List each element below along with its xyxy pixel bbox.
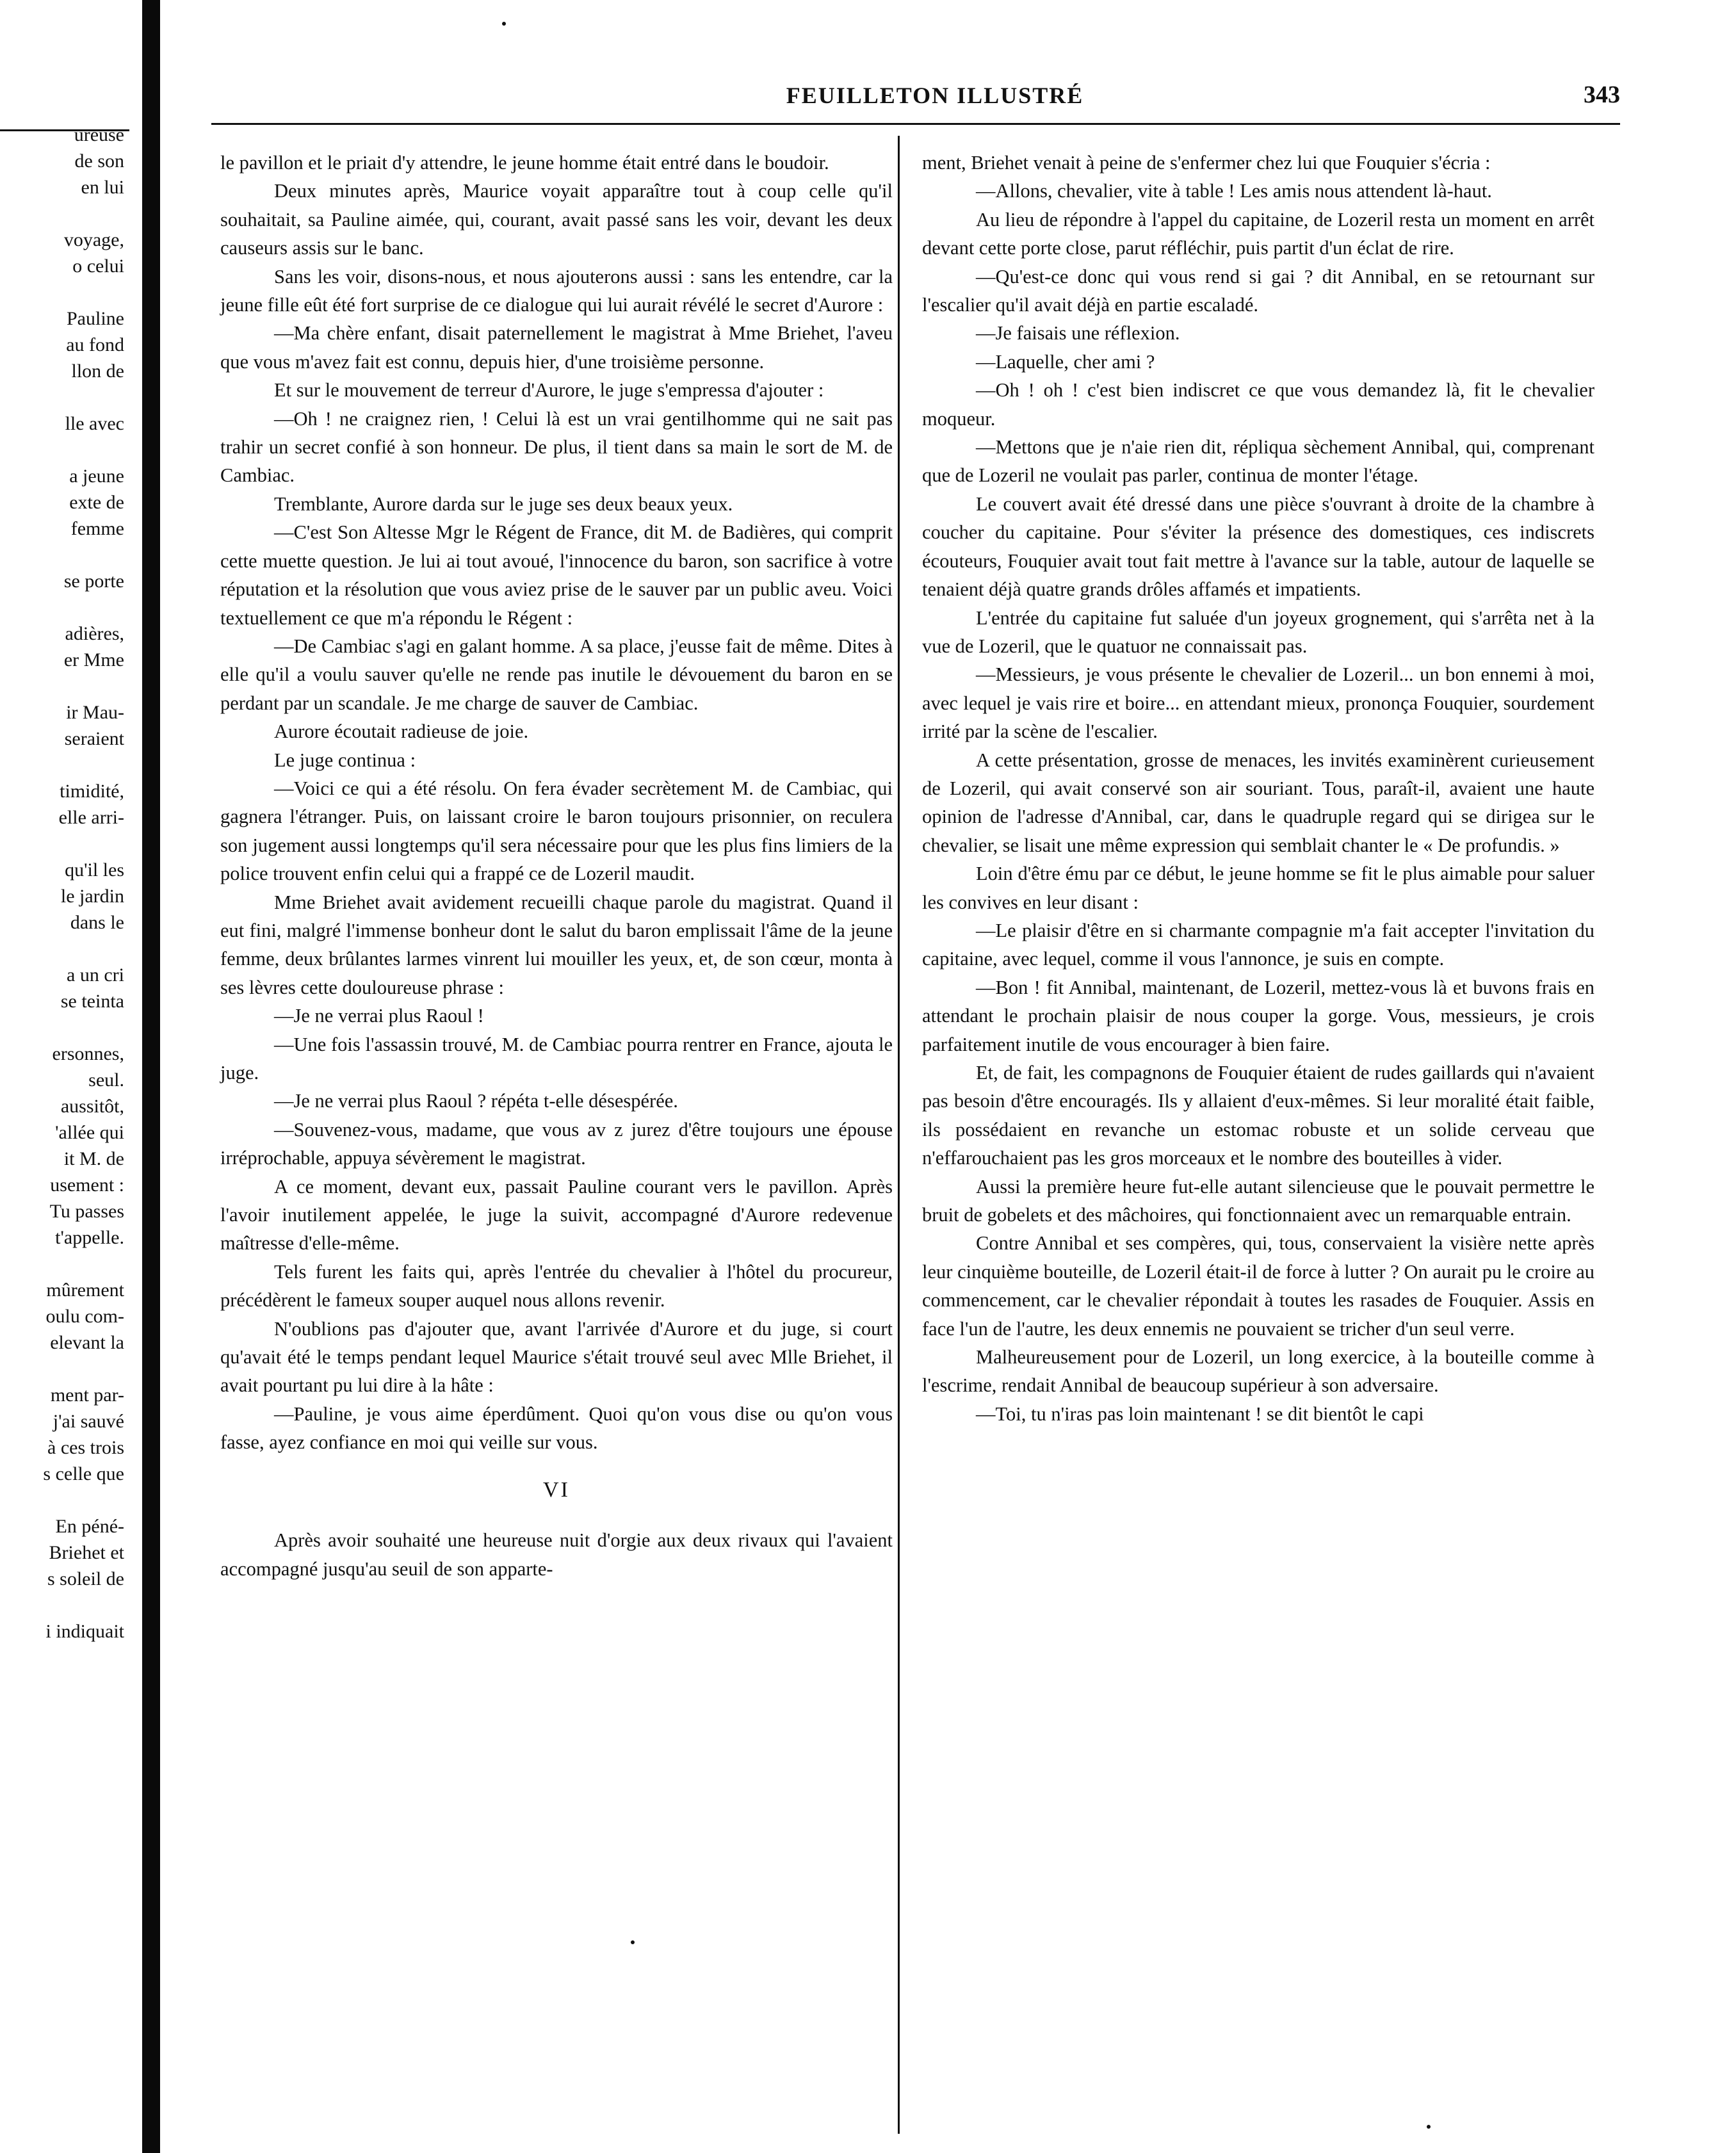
paragraph: N'oublions pas d'ajouter que, avant l'arrivée d'Aurore et du juge, si court qu'avait été le temps pendant lequel Maurice s'était trouvé seul avec Mlle Briehet, il avait pourtant pu lui dire à la hâte :	[220, 1317, 893, 1397]
margin-fragment: j'ai sauvé	[53, 1411, 124, 1432]
margin-fragment	[0, 1356, 128, 1382]
paragraph: —Bon ! fit Annibal, maintenant, de Lozeril, mettez-vous là et buvons frais en attendant le prochain plaisir de nous couper la gorge. Vous, messieurs, je crois parfaitement inutile de vous encourager à bien faire.	[922, 976, 1594, 1055]
paragraph: —Je ne verrai plus Raoul !	[274, 1005, 484, 1027]
paragraph: Et sur le mouvement de terreur d'Aurore, le juge s'empressa d'ajouter :	[274, 379, 824, 402]
paragraph: —Pauline, je vous aime éperdûment. Quoi qu'on vous dise ou qu'on vous fasse, ayez confiance en moi qui veille sur vous.	[220, 1402, 893, 1454]
margin-fragment: ersonnes,	[52, 1043, 124, 1064]
margin-fragment: s celle que	[43, 1463, 124, 1484]
margin-fragment: seul.	[88, 1069, 124, 1091]
paragraph: —Souvenez-vous, madame, que vous av z jurez d'être toujours une épouse irréprochable, appuya sévèrement le magistrat.	[220, 1118, 893, 1169]
paragraph: A ce moment, devant eux, passait Pauline courant vers le pavillon. Après l'avoir inutilement appelée, le juge la suivit, accompagné d'Aurore redevenue maîtresse d'elle-même.	[220, 1175, 893, 1255]
paragraph: —Oh ! ne craignez rien, ! Celui là est un vrai gentilhomme qui ne sait pas trahir un secret confié à son honneur. De plus, il tient dans sa main le sort de M. de Cambiac.	[220, 407, 893, 487]
paragraph: Tremblante, Aurore darda sur le juge ses deux beaux yeux.	[274, 492, 733, 515]
right-text-column	[922, 149, 1594, 1428]
margin-fragment: lle avec	[65, 413, 124, 434]
margin-fragment	[0, 673, 128, 699]
paragraph: —Je ne verrai plus Raoul ? répéta t-elle désespérée.	[274, 1090, 678, 1112]
margin-fragment: usement :	[50, 1174, 124, 1196]
paragraph: —Messieurs, je vous présente le chevalier de Lozeril... un bon ennemi à moi, avec lequel je vais rire et boire... en attendant mieux, prononça Fouquier, sourdement irrité par la scène de l'escalier.	[922, 663, 1594, 743]
margin-fragment: timidité,	[60, 781, 124, 802]
margin-fragment: elevant la	[50, 1332, 124, 1353]
margin-fragment	[0, 1487, 128, 1513]
margin-fragment: Briehet et	[49, 1542, 124, 1563]
left-column-paragraphs-after-heading	[220, 1526, 893, 1583]
margin-fragment: ir Mau-	[66, 702, 124, 723]
margin-fragment	[0, 437, 128, 463]
paragraph: ment, Briehet venait à peine de s'enfermer chez lui que Fouquier s'écria :	[922, 152, 1491, 174]
left-text-column	[220, 149, 893, 1583]
margin-fragment: ment par-	[50, 1385, 124, 1406]
paragraph: —Le plaisir d'être en si charmante compagnie m'a fait accepter l'invitation du capitaine, avec lequel, comme il vous l'annonce, je suis en compte.	[922, 919, 1594, 970]
paragraph: Tels furent les faits qui, après l'entrée du chevalier à l'hôtel du procureur, précédèrent le fameux souper auquel nous allons revenir.	[220, 1260, 893, 1312]
margin-fragment: Tu passes	[49, 1201, 124, 1222]
margin-fragment: o celui	[72, 256, 124, 277]
margin-fragment: a jeune	[69, 466, 124, 487]
page-number: 343	[1584, 81, 1620, 108]
margin-fragment: er Mme	[63, 649, 124, 670]
margin-fragment	[0, 594, 128, 621]
paragraph: le pavillon et le priait d'y attendre, le jeune homme était entré dans le boudoir.	[220, 152, 829, 174]
paragraph: —Laquelle, cher ami ?	[976, 350, 1155, 373]
paragraph: —Je faisais une réflexion.	[976, 322, 1180, 345]
paragraph: Sans les voir, disons-nous, et nous ajouterons aussi : sans les entendre, car la jeune fille eût été fort surprise de ce dialogue qui lui aurait révélé le secret d'Aurore :	[220, 265, 893, 316]
margin-fragment	[0, 1014, 128, 1041]
margin-fragment: ureuse	[74, 124, 124, 145]
paragraph: Mme Briehet avait avidement recueilli chaque parole du magistrat. Quand il eut fini, malgré l'immense bonheur dont le salut du baron emplissait l'âme de la jeune femme, deux brûlantes larmes vinrent lui mouiller les yeux, et, de son cœur, monta à ses lèvres cette douloureuse phrase :	[220, 891, 893, 998]
paragraph: Aurore écoutait radieuse de joie.	[274, 720, 529, 743]
margin-fragment	[0, 1251, 128, 1277]
margin-fragment	[0, 936, 128, 962]
paragraph: A cette présentation, grosse de menaces, les invités examinèrent curieusement de Lozeril, qui avait conservé son air souriant. Tous, paraît-il, avaient une haute opinion de l'adresse d'Annibal, car, dans le quadruple regard qui se dirigea sur le chevalier, se lisait une même expression qui semblait chanter le « De profundis. »	[922, 749, 1594, 856]
margin-fragment: aussitôt,	[60, 1096, 124, 1117]
paragraph: —Ma chère enfant, disait paternellement le magistrat à Mme Briehet, l'aveu que vous m'avez fait est connu, depuis hier, d'une troisième personne.	[220, 322, 893, 373]
margin-fragment: à ces trois	[47, 1437, 124, 1458]
paragraph: Aussi la première heure fut-elle autant silencieuse que le pouvait permettre le bruit de gobelets et des mâchoires, qui fonctionnaient avec un remarquable entrain.	[922, 1175, 1594, 1226]
paragraph: Le juge continua :	[274, 749, 416, 771]
margin-fragment: 'allée qui	[55, 1122, 124, 1143]
margin-fragment: se teinta	[60, 991, 124, 1012]
paragraph: Loin d'être ému par ce début, le jeune homme se fit le plus aimable pour saluer les convives en leur disant :	[922, 863, 1594, 913]
margin-fragment: s soleil de	[47, 1568, 124, 1589]
margin-fragment: voyage,	[63, 229, 124, 250]
margin-fragment: elle arri-	[58, 807, 124, 828]
margin-fragment: mûrement	[46, 1280, 124, 1301]
paragraph: L'entrée du capitaine fut saluée d'un joyeux grognement, qui s'arrêta net à la vue de Lozeril, que le quatuor ne connaissait pas.	[922, 606, 1594, 657]
margin-fragment: i indiquait	[45, 1621, 124, 1642]
margin-fragment: dans le	[70, 912, 124, 933]
paragraph: —Mettons que je n'aie rien dit, répliqua sèchement Annibal, qui, comprenant que de Lozeril ne voulait pas parler, continua de monter l'étage.	[922, 436, 1594, 487]
margin-fragment: adières,	[65, 623, 124, 644]
margin-fragment	[0, 384, 128, 410]
margin-fragment: se porte	[63, 571, 124, 592]
margin-fragment: au fond	[66, 334, 124, 355]
paragraph: Contre Annibal et ses compères, qui, tous, conservaient la visière nette après leur cinquième bouteille, de Lozeril était-il de force à lutter ? On aurait pu le croire au commencement, car le chevalier répondait à toutes les rasades de Fouquier. Assis en face l'un de l'autre, les deux ennemis ne pouvaient se tricher d'un seul verre.	[922, 1232, 1594, 1340]
running-header-title: FEUILLETON ILLUSTRÉ	[786, 83, 1084, 108]
paragraph: —Voici ce qui a été résolu. On fera évader secrètement M. de Cambiac, qui gagnera l'étranger. Puis, on laissant croire le baron toujours prisonnier, on reculera son jugement aussi longtemps qu'il sera nécessaire pour que les plus fins limiers de la police trouvent enfin celui qui a frappé ce de Lozeril maudit.	[220, 777, 893, 885]
paragraph: —Qu'est-ce donc qui vous rend si gai ? dit Annibal, en se retournant sur l'escalier qu'il avait déjà en partie escaladé.	[922, 265, 1594, 316]
paragraph: —C'est Son Altesse Mgr le Régent de France, dit M. de Badières, qui comprit cette muette question. Je lui ai tout avoué, l'innocence du baron, son sacrifice à votre réputation et la résolution que vous aviez prise de le sauver par un public aveu. Voici textuellement ce que m'a répondu le Régent :	[220, 521, 893, 629]
print-speck	[502, 22, 506, 26]
margin-fragment	[0, 752, 128, 778]
margin-fragment: oulu com-	[45, 1306, 124, 1327]
right-column-paragraphs	[922, 149, 1594, 1428]
margin-fragment: exte de	[69, 492, 124, 513]
margin-fragment: qu'il les	[65, 859, 124, 881]
margin-fragment: it M. de	[63, 1148, 124, 1169]
margin-fragment	[0, 1592, 128, 1618]
print-speck	[631, 1940, 635, 1944]
margin-fragment: le jardin	[60, 886, 124, 907]
print-speck	[1427, 2125, 1431, 2129]
previous-page-margin-text	[0, 122, 128, 2126]
margin-fragment: t'appelle.	[55, 1227, 124, 1248]
paragraph: Au lieu de répondre à l'appel du capitaine, de Lozeril resta un moment en arrêt devant cette porte close, parut réfléchir, puis partit d'un éclat de rire.	[922, 208, 1594, 259]
header-rule	[211, 123, 1620, 125]
paragraph: —Une fois l'assassin trouvé, M. de Cambiac pourra rentrer en France, ajouta le juge.	[220, 1033, 893, 1084]
margin-fragment	[0, 831, 128, 857]
chapter-heading: VI	[543, 1477, 570, 1502]
margin-fragment: en lui	[81, 177, 124, 198]
paragraph: Le couvert avait été dressé dans une pièce s'ouvrant à droite de la chambre à coucher du capitaine. Pour s'éviter la présence des domestiques, ces indiscrets écouteurs, Fouquier avait tout fait mettre à l'avance sur la table, autour de laquelle se tenaient déjà quatre grands drôles affamés et impatients.	[922, 492, 1594, 601]
margin-fragment: a un cri	[67, 964, 124, 986]
margin-fragment: seraient	[64, 728, 124, 749]
paragraph: Après avoir souhaité une heureuse nuit d'orgie aux deux rivaux qui l'avaient accompagné jusqu'au seuil de son apparte-	[220, 1529, 893, 1580]
margin-fragment	[0, 279, 128, 305]
paragraph: —De Cambiac s'agi en galant homme. A sa place, j'eusse fait de même. Dites à elle qu'il a voulu sauver qu'elle ne rende pas inutile le dévouement du baron en se perdant par un scandale. Je me charge de sauver de Cambiac.	[220, 635, 893, 714]
paragraph: —Toi, tu n'iras pas loin maintenant ! se dit bientôt le capi	[976, 1402, 1424, 1425]
margin-fragment: femme	[70, 518, 124, 539]
paragraph: —Oh ! oh ! c'est bien indiscret ce que vous demandez là, fit le chevalier moqueur.	[922, 379, 1594, 430]
margin-fragment: llon de	[71, 361, 124, 382]
margin-fragment: Pauline	[67, 308, 124, 329]
margin-fragment: En péné-	[55, 1516, 124, 1537]
binding-gutter-bar	[142, 0, 160, 2153]
margin-fragment	[0, 200, 128, 227]
paragraph: Et, de fait, les compagnons de Fouquier étaient de rudes gaillards qui n'avaient pas besoin d'être encouragés. Ils y allaient d'eux-mêmes. Si leur moralité était faible, ils possédaient en revanche un estomac robuste et un solide cerveau que n'effarouchaient pas les gros morceaux et le nombre des bouteilles à vider.	[922, 1062, 1594, 1169]
paragraph: Deux minutes après, Maurice voyait apparaître tout à coup celle qu'il souhaitait, sa Pauline aimée, qui, courant, avait passé sans les voir, devant les deux causeurs assis sur le banc.	[220, 180, 893, 259]
paragraph: —Allons, chevalier, vite à table ! Les amis nous attendent là-haut.	[976, 180, 1492, 202]
margin-fragment: de son	[74, 150, 124, 172]
column-divider	[898, 136, 900, 2134]
left-column-paragraphs	[220, 149, 893, 1457]
paragraph: Malheureusement pour de Lozeril, un long exercice, à la bouteille comme à l'escrime, rendait Annibal de beaucoup supérieur à son adversaire.	[922, 1346, 1594, 1397]
margin-fragment	[0, 542, 128, 568]
